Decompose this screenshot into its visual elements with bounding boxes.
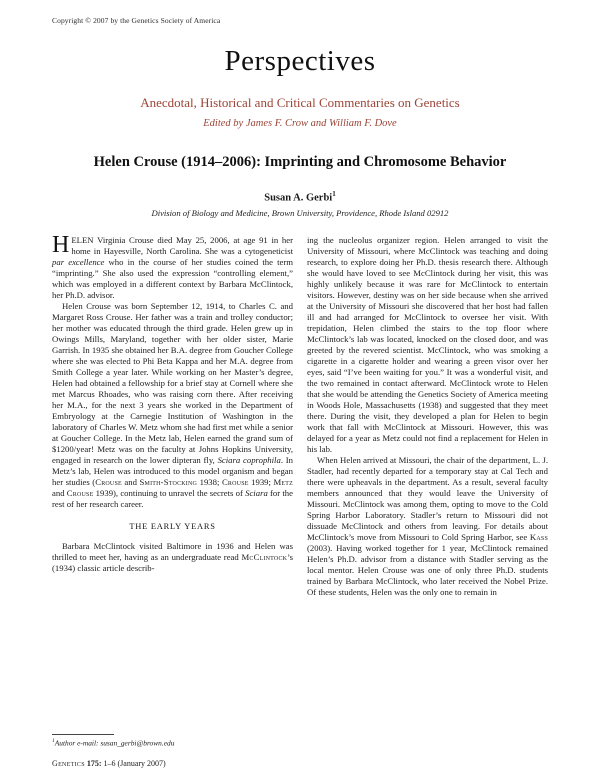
text-run: . In Metz’s lab, Helen was introduced to this model organism and began her studies ( bbox=[52, 454, 293, 487]
journal-citation bbox=[52, 759, 166, 768]
paragraph bbox=[52, 541, 293, 574]
footnote-rule bbox=[52, 734, 114, 735]
text-run: 1938; bbox=[197, 476, 222, 487]
text-run: Smith-Stocking bbox=[139, 476, 198, 487]
copyright-notice: Copyright © 2007 by the Genetics Society of America bbox=[52, 16, 221, 25]
text-run: Barbara McClintock visited Baltimore in 1936 and Helen was thrilled to meet her, having as an undergraduate read bbox=[52, 540, 293, 562]
paragraph bbox=[307, 235, 548, 455]
section-subtitle: Anecdotal, Historical and Critical Commentaries on Genetics bbox=[140, 95, 460, 110]
text-run: par excellence bbox=[52, 256, 105, 267]
text-run: (2003). Having worked together for 1 year, McClintock remained Helen’s Ph.D. advisor from a distance with Stadler serving as the local mentor. Helen Crouse was one of only three Ph.D. students trained by Barbara McClintock, who later received the Nobel Prize. Of these students, Helen was the only one to remain in bbox=[307, 542, 548, 597]
text-run: When Helen arrived at Missouri, the chair of the department, L. J. Stadler, had recently departed for a temporary stay at Cal Tech and there were upheavals in the department. As a result, several faculty members announced that they would leave the University of Missouri. McClintock was among them, opting to move to the Cold Spring Harbor Laboratory. Stadler’s return to Missouri did not dissuade McClintock and others from leaving. For details about McClintock’s move from Missouri to Cold Spring Harbor, see bbox=[307, 454, 548, 542]
article-title: Helen Crouse (1914–2006): Imprinting and Chromosome Behavior bbox=[93, 154, 507, 170]
paragraph bbox=[52, 301, 293, 510]
author-name: Susan A. Gerbi bbox=[264, 192, 333, 204]
text-run: Sciara bbox=[245, 487, 268, 498]
section-title: Perspectives bbox=[224, 45, 376, 77]
left-column bbox=[52, 232, 293, 598]
text-run: Crouse bbox=[95, 476, 122, 487]
text-run: and bbox=[52, 487, 67, 498]
text-run: for the rest of her research career. bbox=[52, 487, 293, 509]
journal-date: (January 2007) bbox=[117, 759, 166, 768]
text-run: Sciara coprophila bbox=[217, 454, 281, 465]
text-run: Kass bbox=[529, 531, 548, 542]
affiliation: Division of Biology and Medicine, Brown University, Providence, Rhode Island 02912 bbox=[151, 207, 449, 218]
journal-volume: 175: bbox=[86, 759, 102, 768]
section-heading: THE EARLY YEARS bbox=[129, 521, 216, 531]
footnote-area bbox=[52, 734, 293, 747]
text-run: Crouse bbox=[221, 476, 249, 487]
text-run: 1939; bbox=[248, 476, 274, 487]
author-line bbox=[52, 190, 548, 204]
text-run: 1939), continuing to unravel the secrets of bbox=[93, 487, 246, 498]
article-body bbox=[52, 232, 548, 598]
author-footnote bbox=[52, 738, 293, 747]
text-run: McClintock bbox=[241, 551, 288, 562]
text-run: who in the course of her studies coined the term “imprinting.” She also used the expression “controlling element,” which was employed in a different context by Barbara McClintock, her Ph.D. advisor. bbox=[52, 256, 293, 300]
text-run: ing the nucleolus organizer region. Helen arranged to visit the University of Missouri, where McClintock was teaching and doing research, to explore doing her Ph.D. thesis research there. Although she would have loved to see McClintock during her visit, this was highly unlikely because it was rare for McClintock to entertain visitors. However, destiny was on her side because when she arrived at the University of Missouri she discovered that her host had fallen ill and had arranged for McClintock to oversee her visit. With trepidation, Helen climbed the stairs to the top floor where McClintock’s lab was located, knocked on the closed door, and was greeted by the revered scientist. McClintock, who was smoking a cigarette in a cigarette holder and wearing a green visor over her eyes, said “I’ve been waiting for you.” It was a wonderful visit, and the two remained in contact afterward. McClintock wrote to Helen that she would be attending the Genetics Society of America meeting in Woods Hole, Massachusetts (1938) and suggested that they meet there. During the visit, they developed a plan for Helen to begin work that fall with McClintock at Missouri. However, this was delayed for a year as Metz could not find a replacement for Helen in his lab. bbox=[307, 234, 548, 454]
footnote-marker: 1 bbox=[52, 737, 55, 744]
author-footnote-marker: 1 bbox=[332, 190, 336, 198]
journal-name: Genetics bbox=[52, 759, 85, 768]
text-run: and bbox=[121, 476, 140, 487]
drop-cap: H bbox=[52, 232, 70, 258]
text-run: Crouse bbox=[66, 487, 94, 498]
text-run: ELEN Virginia Crouse died May 25, 2006, at age 91 in her home in Hayesville, North Carolina. She was a cytogeneticist bbox=[71, 234, 293, 256]
paragraph bbox=[52, 232, 293, 301]
text-run: Metz bbox=[273, 476, 293, 487]
text-run: Helen Crouse was born September 12, 1914, to Charles C. and Margaret Ross Crouse. Her father was a train and trolley conductor; her mother was educated through the third grade. Helen grew up in Owings Mills, Maryland, together with her older sister, Marie Garrish. In 1935 she obtained her B.A. degree from Goucher College where she was elected to Phi Beta Kappa and her M.A. degree from Smith College a year later. While working on her Master’s degree, Helen had obtained a fellowship for a brief stay at Cornell where she met Marcus Rhoades, who was raising corn there. After receiving her M.A., for the next 3 years she worked in the Department of Embryology at the Carnegie Institution of Washington in the laboratory of Charles W. Metz whom she had first met while a senior at Goucher College. In the Metz lab, Helen earned the grand sum of $1200/year! Metz was on the faculty at Johns Hopkins University, engaged in research on the lower dipteran fly, bbox=[52, 300, 293, 465]
right-column bbox=[307, 235, 548, 598]
text-run: ’s (1934) classic article describ- bbox=[52, 551, 293, 573]
paragraph bbox=[307, 455, 548, 598]
journal-pages: 1–6 bbox=[103, 759, 116, 768]
edited-by-line: Edited by James F. Crow and William F. Dove bbox=[203, 118, 397, 129]
footnote-text: Author e-mail: susan_gerbi@brown.edu bbox=[54, 738, 175, 747]
